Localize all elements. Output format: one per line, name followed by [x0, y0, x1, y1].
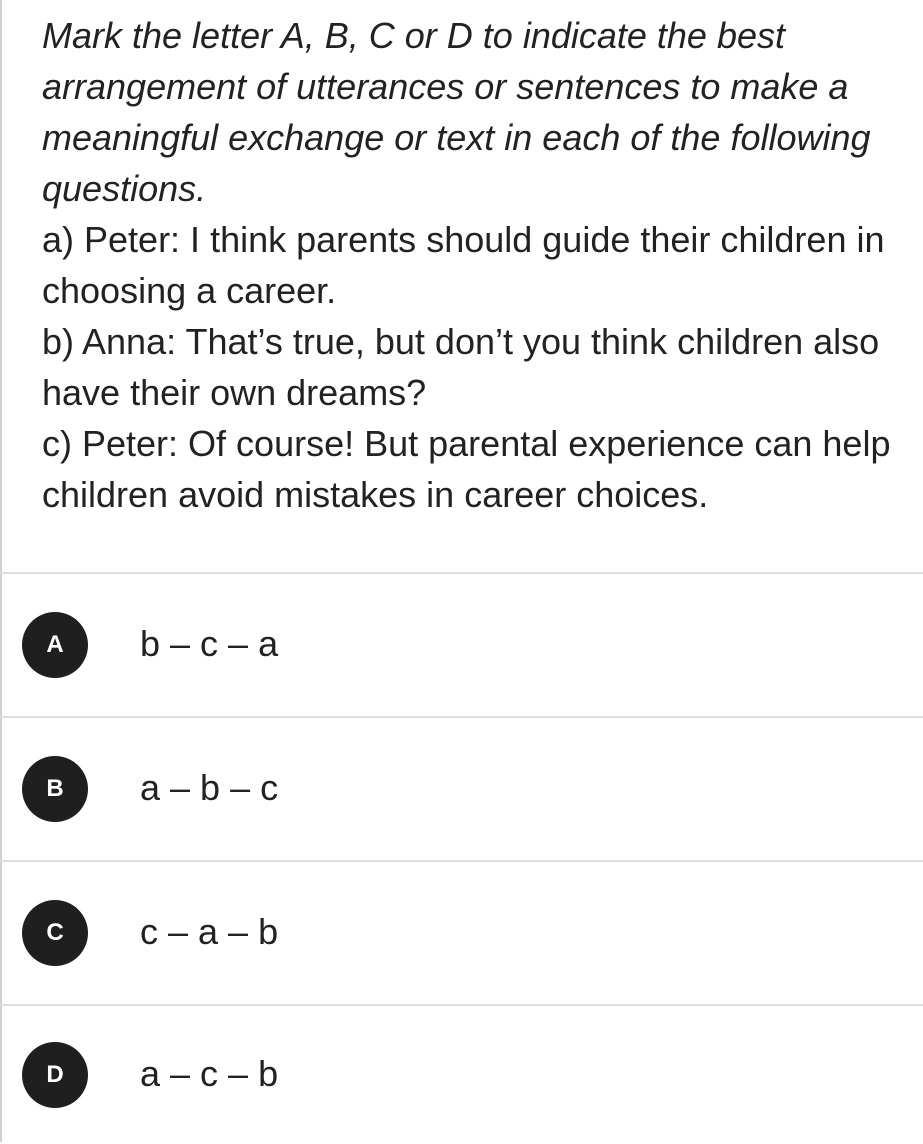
- answer-options: [0, 572, 923, 1144]
- option-b[interactable]: [0, 716, 923, 860]
- option-b-badge: B: [22, 756, 88, 822]
- utterance-b: b) Anna: That’s true, but don’t you think children also have their own dreams?: [42, 321, 880, 413]
- option-a-text: b – c – a: [140, 623, 279, 665]
- utterance-a: a) Peter: I think parents should guide their children in choosing a career.: [42, 219, 885, 311]
- option-d-text: a – c – b: [140, 1053, 279, 1095]
- option-c[interactable]: [0, 860, 923, 1004]
- question-block: [42, 10, 902, 520]
- option-b-text: a – b – c: [140, 767, 279, 809]
- option-c-badge: C: [22, 900, 88, 966]
- option-a[interactable]: [0, 572, 923, 716]
- option-c-text: c – a – b: [140, 911, 279, 953]
- option-d[interactable]: [0, 1004, 923, 1144]
- utterance-c: c) Peter: Of course! But parental experience can help children avoid mistakes in career choices.: [42, 423, 891, 515]
- question-instruction: Mark the letter A, B, C or D to indicate the best arrangement of utterances or sentences to make a meaningful exchange or text in each of the following questions.: [42, 15, 871, 209]
- option-a-badge: A: [22, 612, 88, 678]
- option-d-badge: D: [22, 1042, 88, 1108]
